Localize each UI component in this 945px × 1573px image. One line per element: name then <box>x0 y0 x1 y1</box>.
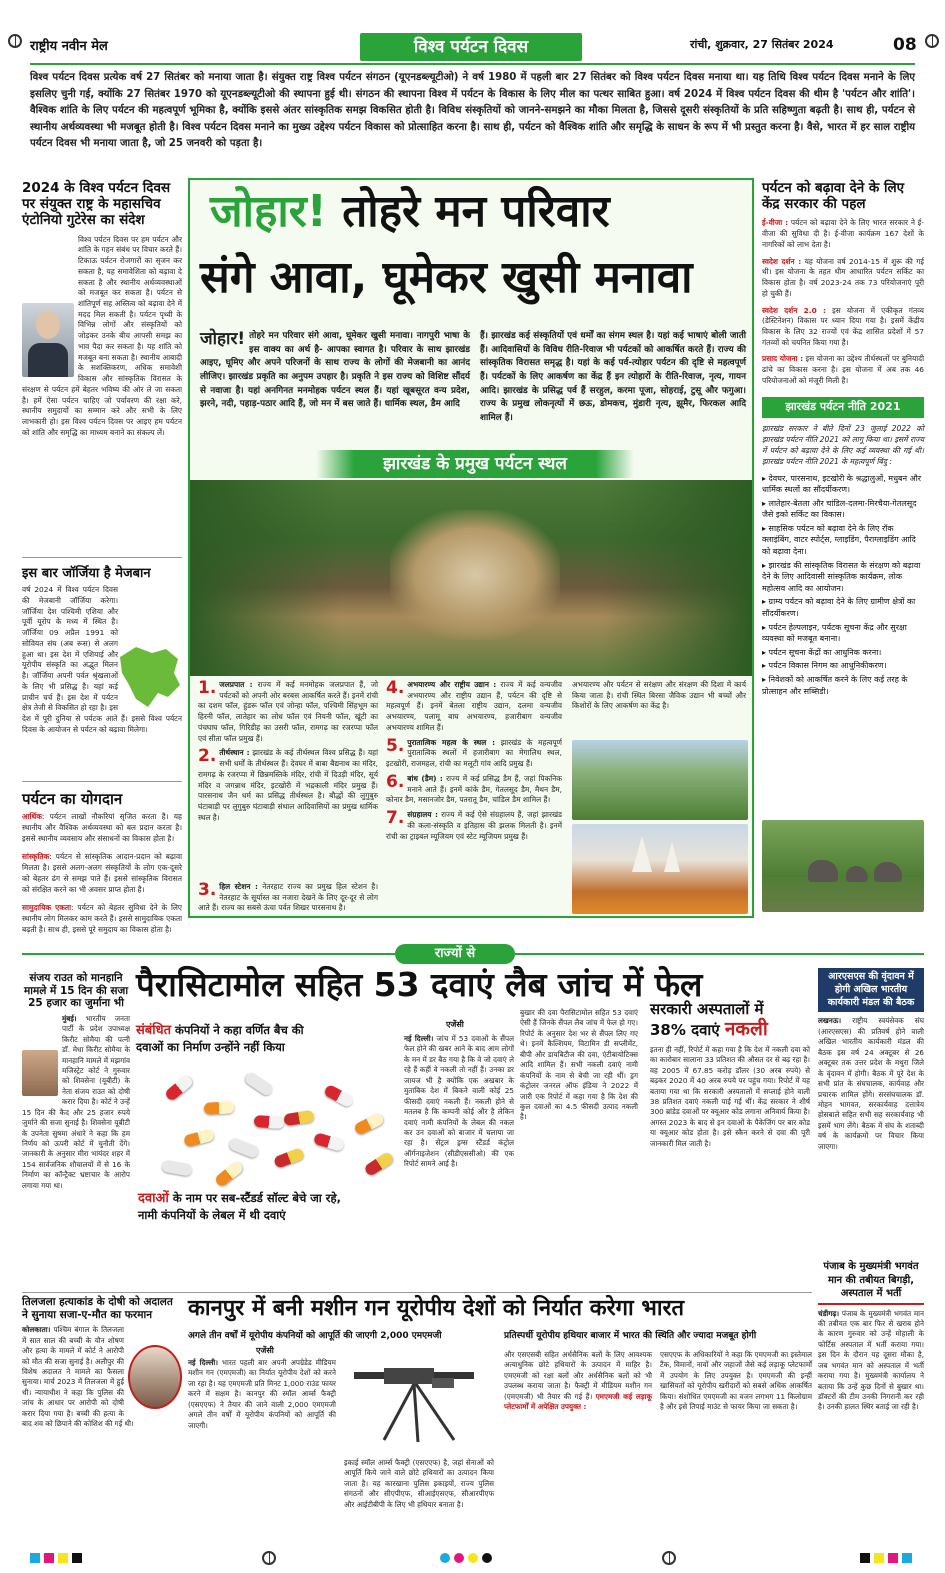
color-bar-left <box>30 1553 130 1565</box>
tourism-item-4: 4. अभयारण्य और राष्ट्रीय उद्यान : राज्य में कई वन्यजीव अभयारण्य और राष्ट्रीय उद्यान हैं, पर्यटन की दृष्टि से महत्वपूर्ण हैं। इनमें बेतला राष्ट्रीय उद्यान, दलमा वन्यजीव अभयारण्य, पलामू बाघ अभयारण्य, हजारीबाग वन्यजीव अभयारण्य शामिल हैं। <box>386 678 562 732</box>
punjab-story <box>818 1260 924 1545</box>
pill-icon <box>161 1159 193 1176</box>
paracetamol-kicker: संबंधित कंपनियों ने कहा वर्णित बैच की दवाओं का निर्माण उन्होंने नहीं किया <box>136 1023 304 1054</box>
pill-icon <box>273 1147 305 1169</box>
yogdan-item: सांस्कृतिक: पर्यटन से सांस्कृतिक आदान-प्रदान को बढ़ावा मिलता है। इससे अलग-अलग संस्कृतियों के लोग एक-दूसरे को बेहतर ढंग से समझ पाते हैं। इससे सांस्कृतिक विरासत को संरक्षित करने का भी अवसर प्राप्त होता है। <box>22 852 182 894</box>
tourism-item-7: 7. संग्रहालय : राज्य में कई ऐसे संग्रहालय हैं, जहां झारखंड की कला-संस्कृति व इतिहास की झलक मिलती है। इनमें रांची का ट्राइबल म्यूजियम एवं स्टेट म्यूजियम प्रमुख हैं। <box>386 808 562 841</box>
pill-icon <box>283 1110 315 1127</box>
right-column <box>762 180 924 920</box>
feature-headline-2: संगे आवा, घूमेकर खुसी मनावा <box>200 252 693 303</box>
policy-bullet: ▸ झारखंड की सांस्कृतिक विरासत के संरक्षण को बढ़ावा देने के लिए आदिवासी सांस्कृतिक कार्यक्रम, लोक महोत्सव आदि का आयोजन। <box>762 560 921 593</box>
pill-icon <box>228 1137 260 1159</box>
registration-mark <box>662 1551 676 1565</box>
georgia-title: इस बार जॉर्जिया है मेजबान <box>22 565 151 581</box>
tourism-item-1: 1. जलप्रपात : राज्य में कई मनमोहक जलप्रपात हैं, जो पर्यटकों को अपनी ओर बरबस आकर्षित करते हैं। इनमें रांची का दशम फॉल, हुंडरू फॉल एवं जोन्हा फॉल, पश्चिमी सिंहभूम का हिरनी फॉल, लातेहार का लोध फॉल एवं नियनी फॉल, खूंटी का पंचघाघ फॉल, गिरिडीह का उसरी फॉल, रामगढ़ का रजरप्पा फॉल एवं सीता फॉल प्रमुख हैं। <box>198 678 378 743</box>
kanpur-story <box>188 1298 812 1543</box>
policy-bullet: ▸ पर्यटन सूचना केंद्रों का आधुनिक करना। <box>762 647 882 657</box>
yogdan-item: सामुदायिक एकता: पर्यटन को बेहतर सुविधा देने के लिए स्थानीय लोग मिलकर काम करते हैं। इससे सामुदायिक एकता बढ़ती है। साथ ही, इससे पूरे समुदाय का विकास होता है। <box>22 903 182 934</box>
policy-bullet: ▸ ग्राम्य पर्यटन को बढ़ावा देने के लिए ग्रामीण क्षेत्रों का सौंदर्यीकरण। <box>762 597 916 619</box>
sanjay-text: मुंबई। भारतीय जनता पार्टी के प्रदेश उपाध्यक्ष किरीट सोमैया की पत्नी डॉ. मेधा किरीट सोमैया के मानहानि मामले में मझगांव मजिस्ट्रेट कोर्ट ने गुरुवार को शिवसेना (यूबीटी) के नेता संजय राउत को दोषी करार दिया है। कोर्ट ने उन्हें 15 दिन की कैद और 25 हजार रुपये जुर्माने की सजा सुनाई है। शिवसेना यूबीटी के उपनेता सुषमा अंधारे ने कहा कि हम निर्णय को ऊपरी कोर्ट में चुनौती देंगे। जानकारी के अनुसार मीरा भायंदर शहर में 154 सार्वजनिक शौचालयों में से 16 के निर्माण का कॉन्ट्रैक्ट भ्रष्टाचार के आरोप लगाया गया था। <box>22 1013 130 1190</box>
kanpur-agency: एजेंसी <box>256 1346 274 1355</box>
tourism-section-title: झारखंड के प्रमुख पर्यटन स्थल <box>316 450 634 478</box>
policy-title: झारखंड पर्यटन नीति 2021 <box>762 397 924 418</box>
color-bar-center <box>440 1553 510 1565</box>
tourism-item-2: 2. तीर्थस्थान : झारखंड के कई तीर्थस्थल विश्व प्रसिद्ध हैं। यहां सभी धर्मों के तीर्थस्थल हैं। देवघर में बाबा बैद्यनाथ का मंदिर, रामगढ़ के रजरप्पा में छिन्नमस्तिके मंदिर, रांची में दिउड़ी मंदिर, सूर्य मंदिर व जगन्नाथ मंदिर, इटखोरी में भद्रकाली मंदिर प्रमुख हैं। पारसनाथ जैन धर्म का प्रसिद्ध तीर्थस्थल है। बौद्धों की लुगुबुरु घंटाबाड़ी पर लुगुबुरु घंटाबाड़ी संथाल आदिवासियों का प्रमुख धार्मिक स्थल है। <box>198 746 378 822</box>
divider <box>22 1292 812 1293</box>
yogdan-item: आर्थिक: पर्यटन लाखों नौकरियां सृजित करता है। यह स्थानीय और वैश्विक अर्थव्यवस्था को बल प्रदान करता है। इससे स्थानीय व्यवसाय और संसाधनों का विकास होता है। <box>22 812 182 843</box>
un-message-text: विश्व पर्यटन दिवस पर हम पर्यटन और शांति के गहन संबंध पर विचार करते हैं। टिकाऊ पर्यटन रोजगारों का सृजन कर सकता है, यह समावेशिता को बढ़ावा दे सकता है और स्थानीय अर्थव्यवस्थाओं को मजबूत कर सकता है। पर्यटन से शांतिपूर्ण सह अस्तित्व को बढ़ावा देने में मदद मिल सकती है। पर्यटन पृथ्वी के विभिन्न लोगों और संस्कृतियों को जोड़कर उनके बीच आपसी समझ का भाव पैदा कर सकता है। यह शांति को मजबूत बना सकता है। स्थानीय आबादी के सशक्तिकरण, अधिक समावेशी विकास और सांस्कृतिक विरासत के संरक्षण से पर्यटन हमें बेहतर भविष्य की ओर ले जा सकता है। हमें ऐसा पर्यटन चाहिए जो पर्यावरण की रक्षा करे, स्थानीय समुदायों का सम्मान करे और सभी के लिए लाभकारी हो। इस विश्व पर्यटन दिवस पर आइए हम पर्यटन को शांति और समृद्धि का माध्यम बनाने का संकल्प लें। <box>22 234 182 437</box>
policy-bullet: ▸ पर्यटन विकास निगम का आधुनिकीकरण। <box>762 661 887 671</box>
rss-text: लखनऊ। राष्ट्रीय स्वयंसेवक संघ (आरएसएस) की प्रतिवर्ष होने वाली अखिल भारतीय कार्यकारी मंडल की बैठक इस वर्ष 24 अक्टूबर से 26 अक्टूबर तक उत्तर प्रदेश के मथुरा जिले के वृंदावन में होगी। बैठक में पूरे देश के सभी प्रांत के संघचालक, कार्यवाह और प्रचारक शामिल होंगे। सरसंघचालक डॉ. मोहन भागवत, सरकार्यवाह दत्तात्रेय होसबाले सहित सभी सह सरकार्यवाह भी इसमें भाग लेंगे। बैठक में संघ के शताब्दी वर्ष के कार्यक्रमों पर विचार किया जाएगा। <box>818 1016 924 1151</box>
newspaper-logo: राष्ट्रीय नवीन मेल <box>30 39 108 54</box>
para-agency: एजेंसी <box>446 1020 464 1029</box>
color-bar-right <box>860 1553 930 1565</box>
paracetamol-headline: पैरासिटामोल सहित 53 दवाएं लैब जांच में फेल <box>136 965 703 1004</box>
kanpur-text-3: और एसएसबी सहित अर्धसैनिक बलों के लिए आवश्यक अत्याधुनिक छोटे हथियारों के उत्पादन में माहिर है। एमएमजी को रक्षा बलों और अर्धसैनिक बलों को भी उपलब्ध कराया जाता है। फैक्ट्री में मीडियम मशीन गन (एमएमजी) भी तैयार की गई हैं। एमएमजी कई लड़ाकू प्लेटफार्मों में अपेक्षित उपयुक्त : <box>504 1350 652 1412</box>
kanpur-headline: कानपुर में बनी मशीन गन यूरोपीय देशों को निर्यात करेगा भारत <box>188 1296 685 1321</box>
yogdan-title: पर्यटन का योगदान <box>22 790 123 809</box>
pill-icon <box>353 1112 385 1136</box>
paracetamol-text-2: बुखार की दवा पैरासिटामोल सहित 53 दवाएं ऐसी हैं जिनके सैंपल लैब जांच में फेल हो गए। रिपोर्ट के अनुसार देश भर से सैंपल लिए गए थे। इनमें कैल्शियम, विटामिन डी सप्लीमेंट, बीपी और डायबिटीज की दवा, एंटीबायोटिक्स आदि शामिल हैं। सभी नकली दवाएं नामी कंपनियों के नाम से बेची जा रही थीं। ड्रग कंट्रोलर जनरल ऑफ इंडिया ने 2022 में जारी एक रिपोर्ट में कहा गया है कि देश की कुल दवाओं का 4.5 फीसदी उत्पाद नकली है। <box>520 1008 638 1122</box>
pill-icon <box>183 1128 215 1147</box>
policy-bullet: ▸ पर्यटन हेल्पलाइन, पर्यटक सूचना केंद्र और सुरक्षा व्यवस्था को मजबूत बनाना। <box>762 622 907 644</box>
tourism-item-5: 5. पुरातात्विक महत्व के स्थल : झारखंड के महत्वपूर्ण पुरातात्विक स्थलों में हजारीबाग का मेगालिथ स्थल, इटखोरी, राजमहल, रांची का मलूटी गांव आदि प्रमुख हैं। <box>386 735 562 769</box>
tourism-extra-text: अभयारण्य और पर्यटन से सरंक्षण और संरक्षण की दिशा में कार्य किया जाता है। रांची स्थित बिरसा जैविक उद्यान भी बच्चों और किशोरों के लिए आकर्षण का केंद्र है। <box>572 680 746 711</box>
policy-bullet: ▸ देवघर, पारसनाथ, इटखोरी के श्रद्धालुओं, मधुबन और धार्मिक स्थलों का सौंदर्यीकरण। <box>762 473 922 495</box>
paracetamol-caption: दवाओं के नाम पर सब-स्टैंडर्ड सॉल्ट बेचे जा रहे, नामी कंपनियों के लेबल में थी दवाएं <box>138 1191 341 1222</box>
hospital-story <box>650 1000 810 1275</box>
tourism-item <box>198 680 378 912</box>
section-title: विश्व पर्यटन दिवस <box>360 33 582 61</box>
pill-icon <box>254 1115 285 1129</box>
page-number: 08 <box>893 35 917 55</box>
pill-icon <box>323 1084 355 1109</box>
policy-bullet-list <box>762 473 924 698</box>
rss-title: आरएसएस की वृंदावन में होगी अखिल भारतीय कार्यकारी मंडल की बैठक <box>818 968 924 1012</box>
pill-icon <box>313 1132 345 1152</box>
header-rule <box>30 63 915 65</box>
feature-lead-left: जोहार! तोहरे मन परिवार संगे आवा, घूमेकर खुसी मनावा। नागपुरी भाषा के इस वाक्य का अर्थ है- आपका स्वागत है। परिवार के साथ झारखंड आइए, घूमिए और अपने परिजनों के साथ राज्य के लोगों की मेजबानी का आनंद लीजिए। झारखंड प्रकृति का अनुपम उपहार है। प्रकृति ने इस राज्य को विशिष्ट सौंदर्य से नवाजा है। यहां अनगिनत मनमोहक पर्यटन स्थल हैं। यहां खूबसूरत वन्य प्रदेश, झरने, नदी, पहाड़-पठार आदि हैं, जो मन में बस जाते हैं। धार्मिक स्थल, डैम आदि <box>200 329 470 410</box>
tiljala-story <box>22 1296 182 1541</box>
central-initiatives-title: पर्यटन को बढ़ावा देने के लिए केंद्र सरकार की पहल <box>762 180 905 213</box>
hospital-headline: सरकारी अस्पतालों में 38% दवाएं नकली <box>650 1000 768 1040</box>
feature-headline-1: जोहार! तोहरे मन परिवार <box>210 186 610 237</box>
feature-lead-right: हैं। झारखंड कई संस्कृतियों एवं धर्मों का संगम स्थल है। यहां कई भाषाएं बोली जाती हैं। आदिवासियों के विविध रीति-रिवाज भी पर्यटकों को आकर्षित करते हैं। राज्य की सांस्कृतिक विरासत समृद्ध है। यहां के कई पर्व-त्योहार पर्यटन की दृष्टि से महत्वपूर्ण हैं। पर्यटकों के लिए आकर्षण का केंद्र हैं इन त्योहारों के रीति-रिवाज, नृत्य, गायन आदि। झारखंड के प्रसिद्ध पर्व हैं सरहुल, करमा पूजा, सोहराई, टुसू और फगुआ। राज्य के प्रमुख लोकनृत्यों में छऊ, डोमकच, मुंडारी नृत्य, झूमैर, फिरकल आदि शामिल हैं। <box>480 331 746 423</box>
policy-bullet: ▸ लातेहार-बेतला और चांडिल-दलमा-मिरचैया-गेतलसूद जैसे इको सर्किट का विकास। <box>762 498 917 520</box>
tourism-item-3: 3. हिल स्टेशन : नेतरहाट राज्य का प्रमुख हिल स्टेशन है। नेतरहाट के सूर्यास्त का नजारा देखने के लिए दूर-दूर से लोग आते हैं। राज्य का सबसे ऊंचा पर्वत शिखर पारसनाथ है। <box>198 880 378 913</box>
initiative-item: प्रसाद योजना : इस योजना का उद्देश्य तीर्थस्थलों पर बुनियादी ढांचे का विकास करना है। इस योजना में अब तक 46 परियोजनाओं को मंजूरी मिली है। <box>762 354 925 385</box>
sanjay-title: संजय राउत को मानहानि मामले में 15 दिन की सजा 25 हजार का जुर्माना भी <box>23 972 129 1010</box>
pills-illustration <box>154 1072 394 1184</box>
policy-bullet: ▸ निवेशकों को आकर्षित करने के लिए कई तरह के प्रोत्साहन और सब्सिडी। <box>762 675 908 696</box>
intro-paragraph: विश्व पर्यटन दिवस प्रत्येक वर्ष 27 सितंबर को मनाया जाता है। संयुक्त राष्ट्र विश्व पर्यटन संगठन (यूएनडब्ल्यूटीओ) ने वर्ष 1980 में पहली बार 27 सितंबर को विश्व पर्यटन दिवस मनाया था। यह तिथि विश्व पर्यटन दिवस मनाने के लिए इसलिए चुनी गई, क्योंकि 27 सितंबर 1970 को यूएनडब्ल्यूटीओ की स्थापना हुई थी। संगठन की स्थापना विश्व में पर्यटन के विकास के लिए मील का पत्थर साबित हुआ। वर्ष 2024 में विश्व पर्यटन दिवस की थीम है 'पर्यटन और शांति'। वैश्विक शांति के लिए पर्यटन की महत्वपूर्ण भूमिका है, क्योंकि इससे अंतर सांस्कृतिक समझ विकसित होती है। विविध संस्कृतियों को जानने-समझने का मौका मिलता है, जिससे दूसरी संस्कृतियों के प्रति सहिष्णुता बढ़ती है। साथ ही, पर्यटन से स्थानीय अर्थव्यवस्था भी मजबूत होती है। विश्व पर्यटन दिवस मनाने का मुख्य उद्देश्य पर्यटन विकास को प्रोत्साहित करना है। साथ ही, पर्यटन को वैश्विक शांति और समृद्धि के साधन के रूप में भी प्रस्तुत करना है। वैसे, भारत में हर साल राष्ट्रीय पर्यटन दिवस भी मनाया जाता है, जो 25 जनवरी को पड़ता है। <box>30 72 915 150</box>
registration-mark <box>925 34 939 48</box>
tiljala-title: तिलजला हत्याकांड के दोषी को अदालत ने सुनाया सजा-ए-मौत का फरमान <box>22 1296 173 1321</box>
kanpur-sub-2: प्रतिस्पर्धी यूरोपीय हथियार बाजार में भारत की स्थिति और ज्यादा मजबूत होगी <box>504 1331 757 1341</box>
paracetamol-story <box>136 965 703 1268</box>
machine-gun-icon <box>344 1350 494 1450</box>
registration-mark <box>8 34 22 48</box>
registration-mark <box>262 1551 276 1565</box>
pill-icon <box>204 1101 235 1115</box>
rss-story <box>818 968 924 1278</box>
georgia-text: वर्ष 2024 में विश्व पर्यटन दिवस की मेजबानी जॉर्जिया करेगा। जॉर्जिया देश पश्चिमी एशिया और पूर्वी यूरोप के मध्य में स्थित है। जॉर्जिया 09 अप्रैल 1991 को सोवियत संघ (अब रूस) से अलग हुआ था। इस देश में एशियाई और यूरोपीय संस्कृति का अद्भुत मिलन है। जॉर्जिया अपनी पर्वत श्रृंखलाओं के लिए भी प्रसिद्ध है। यहां कई प्राचीन चर्च हैं। इस देश में पर्यटन क्षेत्र तेजी से विकसित हो रहा है। इस देश में पूरी दुनिया से पर्यटक आते हैं। इससे विश्व पर्यटन दिवस के आयोजन से पर्यटन को बढ़ावा मिलेगा। <box>22 585 182 734</box>
paracetamol-text-1: नई दिल्ली। जांच में 53 दवाओं के सैंपल फेल होने की खबर आने के बाद आम लोगों के मन में डर बैठ गया है कि वे जो दवाएं ले रहे हैं कहीं वे नकली तो नहीं हैं। उनका डर जायज भी है क्योंकि एक अखबार के मुताबिक देश में बिकने वाली कोई 25 फीसदी दवाएं नकली हैं। नकली होने से मतलब है कि कम्पनी कोई और है लेकिन दवाएं नामी कंपनियों के लेबल की नकल कर उन दवाओं को बाजार में चलाया जा रहा है। सेंट्रल ड्रग्स स्टैंडर्ड कंट्रोल ऑर्गनाइजेशन (सीडीएससीओ) की एक रिपोर्ट सामने आई है। <box>404 1034 514 1169</box>
tourism-items-middle <box>386 680 562 912</box>
temple-photo <box>572 824 748 914</box>
elephants-photo <box>762 820 924 912</box>
issue-date: रांची, शुक्रवार, 27 सितंबर 2024 <box>690 38 834 51</box>
waterfall-photo <box>190 480 752 676</box>
punjab-text: चंडीगढ़। पंजाब के मुख्यमंत्री भगवंत मान की तबीयत एक बार फिर से खराब होने के कारण गुरुवार को उन्हें मोहाली के फोर्टिस अस्पताल में भर्ती कराया गया। इस दिन के दौरान यह दूसरा मौका है, जब भगवंत मान को अस्पताल में भर्ती कराया गया है। मुख्यमंत्री कार्यालय ने बताया कि उन्हें कुछ दिनों से बुखार था। डॉक्टरों की टीम उनकी निगरानी कर रही है। उनकी हालत स्थिर बताई जा रही है। <box>818 1308 924 1412</box>
policy-bullet: ▸ साहसिक पर्यटन को बढ़ावा देने के लिए रॉक क्लाइंबिंग, वाटर स्पोर्ट्स, ग्लाइडिंग, पैराग्लाइडिंग आदि को बढ़ावा देना। <box>762 523 916 557</box>
kanpur-text-4: एसएएफ के अधिकारियों ने कहा कि एमएमजी का इस्तेमाल टैंक, विमानों, नावों और जहाजों जैसे कई लड़ाकू प्लेटफार्मों में उपयोग के लिए उपयुक्त है। एमएमजी की इन्हीं खासियतों को यूरोपीय खरीदारों को सबसे अधिक आकर्षित किया। संशोधित एमएमजी का वजन लगभग 11 किलोग्राम है और इसे तिपाई माउंट से फायर किया जा सकता है। <box>660 1350 812 1412</box>
policy-intro: झारखंड सरकार ने बीते दिनों 23 जुलाई 2022 को झारखंड पर्यटन नीति 2021 को लागू किया था। इसमें राज्य में पर्यटन को बढ़ावा देने के लिए कई व्यवस्था की गई थी। झारखंड पर्यटन नीति 2021 के महत्वपूर्ण बिंदु : <box>762 423 924 466</box>
hills-photo <box>572 740 748 820</box>
left-column <box>22 180 182 934</box>
initiative-item: ई-वीजा : पर्यटन को बढ़ावा देने के लिए भारत सरकार ने ई-वीजा की सुविधा दी है। ई-वीजा कार्यक्रम 167 देशों के नागरिकों को लाभ देता है। <box>762 218 924 249</box>
pill-icon <box>214 1160 245 1188</box>
kanpur-text-2: इकाई स्मॉल आर्म्स फैक्ट्री (एसएएफ) है, जहां सेनाओं को आपूर्ति किये जाने वाले छोटे हथियारों का उत्पादन किया जाता है। यह कारखाना पुलिस इकाइयों, राज्य पुलिस संगठनों और सीएपीएफ, सीआईएसएफ, सीआरपीएफ और आईटीबीपी के लिए भी हथियार बनाता है। <box>344 1458 494 1509</box>
states-banner: राज्यों से <box>395 944 515 964</box>
pill-icon <box>363 1151 395 1177</box>
initiative-item: स्वदेश दर्शन 2.0 : इस योजना में एकीकृत गंतव्य (डेस्टिनेशन) विकास पर ध्यान दिया गया है। इसमें केंद्रीय विकास के लिए 32 राज्यों एवं केंद्र शासित प्रदेशों में 57 गंतव्यों को चयनित किया गया है। <box>762 305 924 347</box>
tiljala-text: कोलकाता। पश्चिम बंगाल के तिलजला में सात साल की बच्ची के यौन शोषण और हत्या के मामले में कोर्ट ने आरोपी को मौत की सजा सुनाई है। अलीपुर की विशेष अदालत ने मामले का फैसला सुनाया। मार्च 2023 में तिलजला में हुई थी। न्यायाधीश ने कहा कि पुलिस की जांच के आधार पर आरोपी को दोषी करार दिया गया है। बच्ची की हत्या के बाद शव को छिपाने की कोशिश की गई थी। <box>22 1325 134 1429</box>
punjab-title: पंजाब के मुख्यमंत्री भगवंत मान की तबीयत बिगड़ी, अस्पताल में भर्ती <box>818 1260 924 1305</box>
pill-icon <box>243 1071 275 1098</box>
tourism-item-6: 6. बांध (डैम) : राज्य में कई प्रसिद्ध डैम हैं, जहां पिकनिक मनाने आते हैं। इनमें कांके डैम, गेतलसूद डैम, मैथन डैम, कोनार डैम, मसानजोर डैम, पतरातू डैम, चांडिल डैम शामिल हैं। <box>386 771 562 805</box>
pill-icon <box>164 1074 195 1102</box>
kanpur-sub-1: अगले तीन वर्षों में यूरोपीय कंपनियों को आपूर्ति की जाएगी 2,000 एमएमजी <box>188 1331 442 1341</box>
initiative-item: स्वदेश दर्शन : यह योजना वर्ष 2014-15 में शुरू की गई थी। इस योजना के तहत थीम आधारित पर्यटन सर्किट का विकास होता है। वर्ष 2023-24 तक 73 परियोजनाएं पूरी हो चुकी हैं। <box>762 256 924 298</box>
hospital-text: इतना ही नहीं, रिपोर्ट में कहा गया है कि देश में नकली दवा को का कारोबार सालाना 33 प्रतिशत की औसत दर से बढ़ रहा है। वह 2005 में 67.85 करोड़ डॉलर (30 अरब रुपये) से बढ़कर 2020 में 40 अरब रुपये पर पहुंच गया। रिपोर्ट में यह बताया गया था कि सरकारी अस्पतालों में सप्लाई होने वाली 38 प्रतिशत दवाएं नकली पाई गई थीं। केंद्र सरकार ने शीर्ष 300 ब्रांडेड दवाओं पर क्यूआर कोड लगाना अनिवार्य किया है। अगस्त 2023 के बाद से इन दवाओं के पैकेजिंग पर बार कोड या क्यूआर कोड होता है। इसे स्कैन करने से दवा की पूरी जानकारी मिल जाती है। <box>650 1044 810 1148</box>
kanpur-text-1: नई दिल्ली। भारत पहली बार अपनी अपग्रेडेड मीडियम मशीन गन (एमएमजी) का निर्यात यूरोपीय देशों को करने जा रहा है। यह एमएमजी प्रति मिनट 1,000 राउंड फायर करने में सक्षम है। कानपुर की स्मॉल आर्म्स फैक्ट्री (एसएएफ) ने तैयार की जाने वाली 2,000 एमएमजी अगले तीन वर्षों में यूरोपीय कंपनियों को आपूर्ति की जाएगी। <box>188 1358 336 1430</box>
sanjay-story <box>22 972 130 1282</box>
jharkhand-feature <box>188 178 754 918</box>
un-message-title: 2024 के विश्व पर्यटन दिवस पर संयुक्त राष्ट्र के महासचिव एंटोनियो गुटेरेस का संदेश <box>22 180 171 229</box>
